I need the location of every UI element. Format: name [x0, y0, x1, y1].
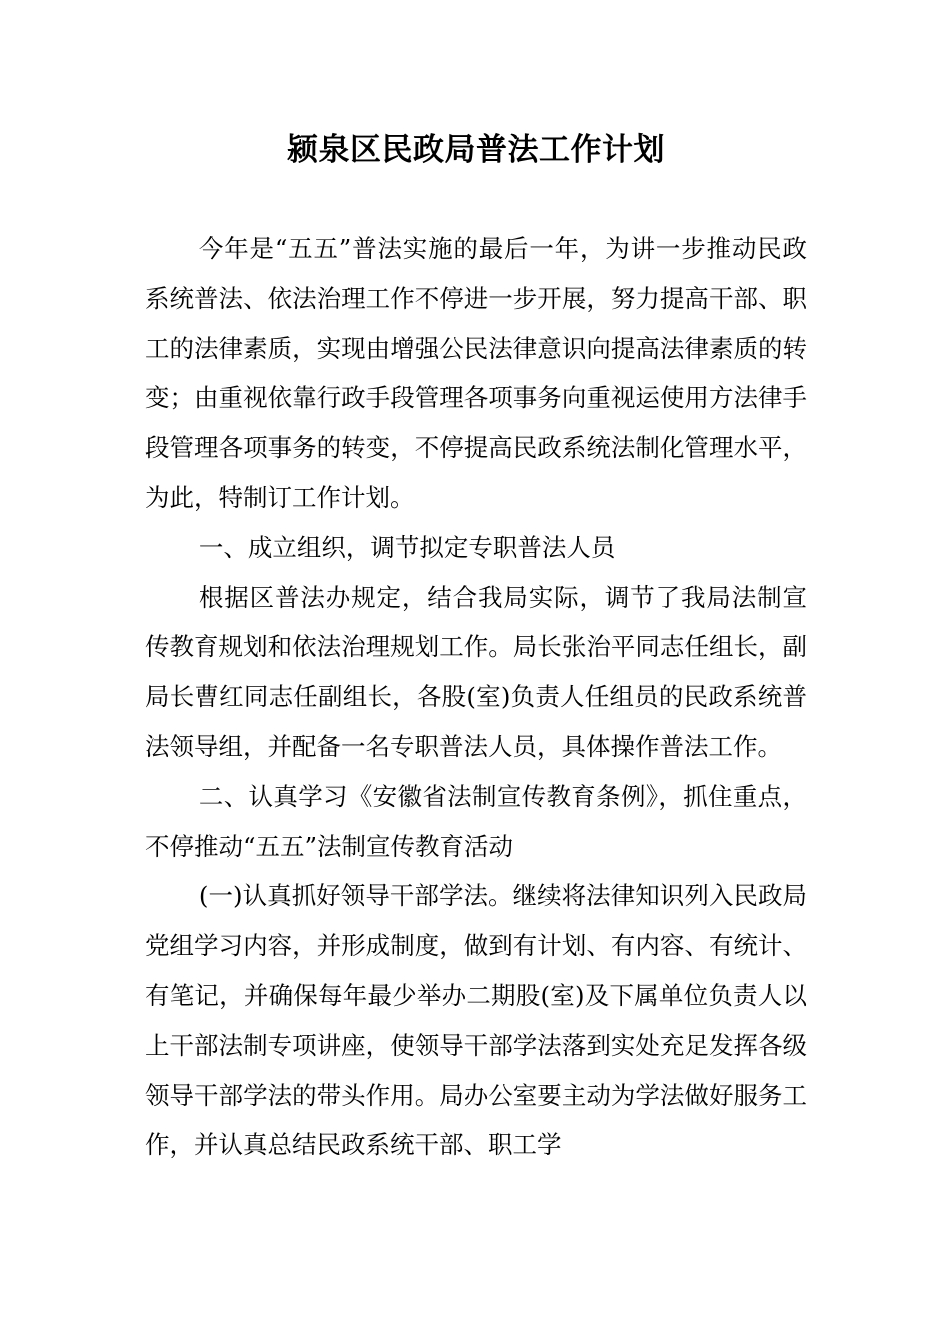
paragraph-section-1: 根据区普法办规定，结合我局实际，调节了我局法制宣传教育规划和依法治理规划工作。局长张治平同志任组长，副局长曹红同志任副组长，各股(室)负责人任组员的民政系统普法领导组，并配备一名专职普法人员，具体操作普法工作。	[145, 582, 807, 761]
section-heading-1: 一、成立组织，调节拟定专职普法人员	[198, 532, 616, 562]
paragraph-intro: 今年是“五五”普法实施的最后一年，为讲一步推动民政系统普法、依法治理工作不停进一步开展，努力提高干部、职工的法律素质，实现由增强公民法律意识向提高法律素质的转变；由重视依靠行政手段管理各项事务向重视运使用方法律手段管理各项事务的转变，不停提高民政系统法制化管理水平，为此，特制订工作计划。	[145, 234, 807, 512]
document-title: 颍泉区民政局普法工作计划	[287, 132, 665, 168]
section-heading-2: 二、认真学习《安徽省法制宣传教育条例》，抓住重点，不停推动“五五”法制宣传教育活动	[145, 781, 807, 861]
paragraph-section-2-1: (一)认真抓好领导干部学法。继续将法律知识列入民政局党组学习内容，并形成制度，做到有计划、有内容、有统计、有笔记，并确保每年最少举办二期股(室)及下属单位负责人以上干部法制专项讲座，使领导干部学法落到实处充足发挥各级领导干部学法的带头作用。局办公室要主动为学法做好服务工作，并认真总结民政系统干部、职工学	[145, 881, 807, 1160]
document-body	[145, 224, 807, 1170]
